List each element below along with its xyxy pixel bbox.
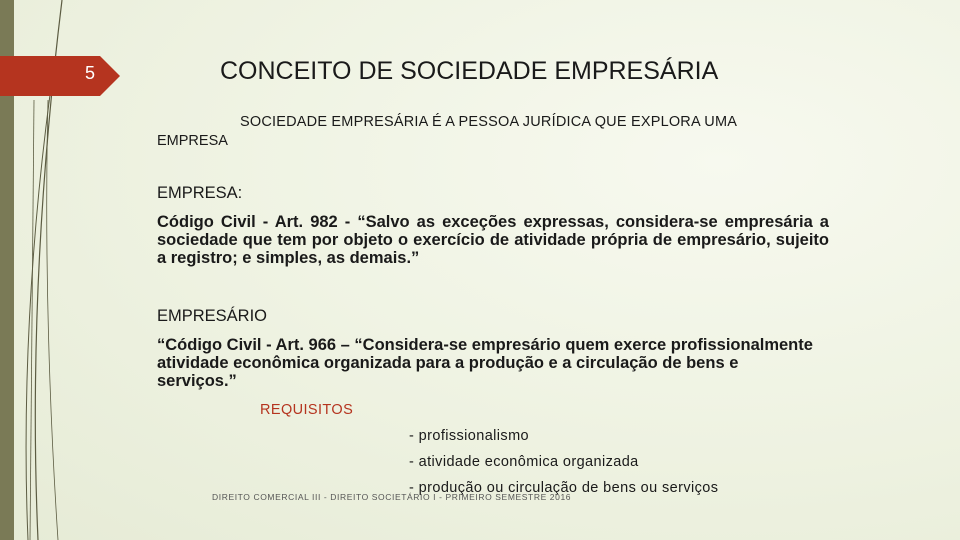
empresario-article-text: “Código Civil - Art. 966 – “Considera-se empresário quem exerce profissionalmente atividade econômica organizada para a produção e a circulação de bens e serviços.” <box>157 336 813 390</box>
requisito-item: - profissionalismo <box>409 428 530 444</box>
slide-title: CONCEITO DE SOCIEDADE EMPRESÁRIA <box>220 57 719 85</box>
empresa-article-text: Código Civil - Art. 982 - “Salvo as exceções expressas, considera-se empresária a sociedade que tem por objeto o exercício de atividade própria de empresário, sujeito a registro; e simples, as demais.” <box>157 213 829 267</box>
slide-number: 5 <box>84 63 95 83</box>
requisitos-label: REQUISITOS <box>260 402 354 418</box>
requisito-item: - produção ou circulação de bens ou serviços <box>409 480 719 496</box>
slide-footer: DIREITO COMERCIAL III - DIREITO SOCIETÁRIO I - PRIMEIRO SEMESTRE 2016 <box>212 492 572 502</box>
requisito-item: - atividade econômica organizada <box>409 454 639 470</box>
empresa-heading: EMPRESA: <box>157 184 243 202</box>
definition-line-1: SOCIEDADE EMPRESÁRIA É A PESSOA JURÍDICA QUE EXPLORA UMA <box>240 114 738 130</box>
definition-line-2: EMPRESA <box>157 133 228 149</box>
empresario-heading: EMPRESÁRIO <box>157 307 268 325</box>
